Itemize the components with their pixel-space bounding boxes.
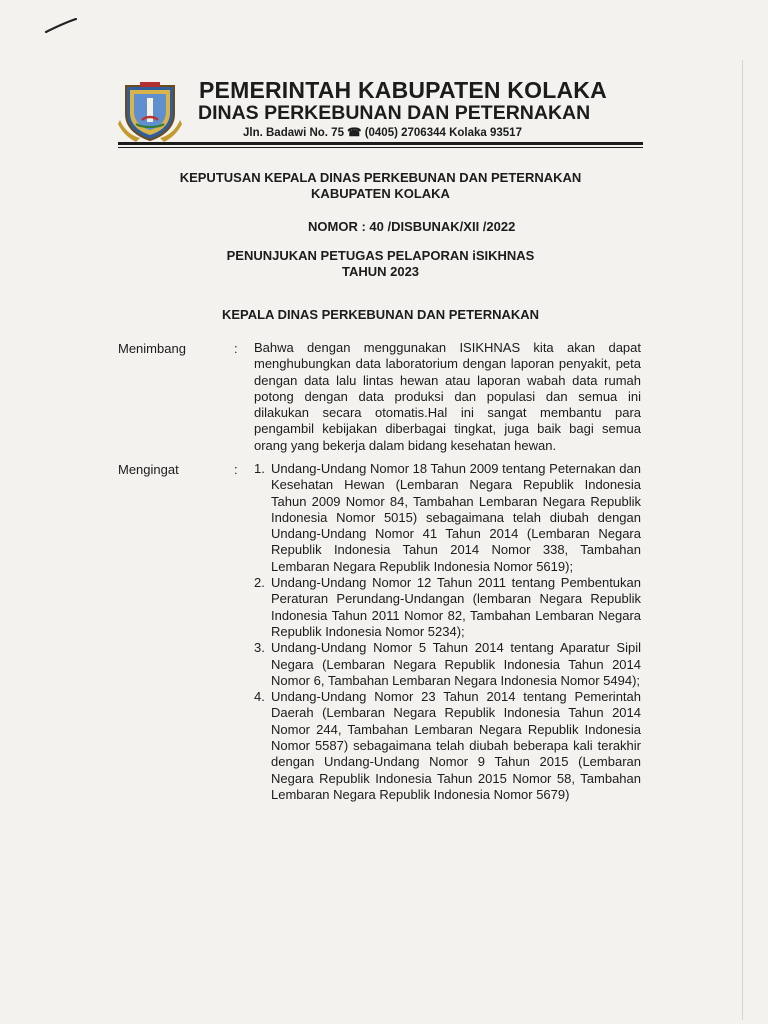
list-item-text: Undang-Undang Nomor 5 Tahun 2014 tentang Aparatur Sipil Negara (Lembaran Negara Republik Indonesia Tahun 2014 Nomor 6, Tambahan Lembaran Negara Indonesia Nomor 5494);	[271, 640, 641, 688]
mengingat-label: Mengingat	[118, 462, 179, 477]
decree-subject-line2: TAHUN 2023	[341, 264, 420, 279]
list-item-text: Undang-Undang Nomor 18 Tahun 2009 tentang Peternakan dan Kesehatan Hewan (Lembaran Negara Republik Indonesia Tahun 2009 Nomor 84, Tambahan Lembaran Negara Republik Indonesia Nomor 5015) sebagaimana telah diubah dengan Undang-Undang Nomor 41 Tahun 2014 (Lembaran Negara Republik Indonesia Tahun 2014 Nomor 338, Tambahan Lembaran Negara Republik Indonesia Nomor 5619);	[271, 461, 641, 574]
decree-title-line1: KEPUTUSAN KEPALA DINAS PERKEBUNAN DAN PETERNAKAN	[179, 170, 582, 185]
letterhead-address: Jln. Badawi No. 75 ☎ (0405) 2706344 Kolaka 93517	[243, 127, 522, 139]
list-item	[254, 461, 641, 575]
decree-official-heading: KEPALA DINAS PERKEBUNAN DAN PETERNAKAN	[221, 307, 540, 322]
letterhead-divider-thick	[118, 142, 643, 145]
regency-emblem-icon	[118, 80, 182, 142]
decree-title-line2: KABUPATEN KOLAKA	[311, 186, 450, 201]
pen-stroke-mark	[44, 18, 78, 34]
list-item-number: 1.	[254, 461, 265, 476]
list-item-number: 4.	[254, 689, 265, 705]
letterhead-agency-name: DINAS PERKEBUNAN DAN PETERNAKAN	[198, 102, 591, 124]
mengingat-list	[254, 461, 641, 803]
list-item-number: 2.	[254, 575, 265, 591]
list-item-text: Undang-Undang Nomor 12 Tahun 2011 tentang Pembentukan Peraturan Perundang-Undangan (lembaran Negara Republik Indonesia Tahun 2011 Nomor 82, Tambahan Lembaran Negara Republik Indonesia Nomor 5234);	[271, 575, 641, 639]
letterhead-government-name: PEMERINTAH KABUPATEN KOLAKA	[199, 77, 607, 103]
letterhead-divider-thin	[118, 147, 643, 148]
menimbang-label: Menimbang	[118, 341, 186, 356]
list-item-number: 3.	[254, 640, 265, 656]
mengingat-colon: :	[234, 462, 238, 477]
list-item	[254, 689, 641, 803]
menimbang-colon: :	[234, 341, 238, 356]
list-item	[254, 575, 641, 640]
page-edge-shadow	[742, 60, 743, 1020]
list-item-text: Undang-Undang Nomor 23 Tahun 2014 tentang Pemerintah Daerah (Lembaran Negara Republik Indonesia Tahun 2014 Nomor 244, Tambahan Lembaran Negara Republik Indonesia Nomor 5587) sebagaimana telah diubah beberapa kali terakhir dengan Undang-Undang Nomor 9 Tahun 2015 (Lembaran Negara Republik Indonesia Tahun 2015 Nomor 58, Tambahan Lembaran Negara Republik Indonesia Nomor 5679)	[271, 689, 641, 802]
decree-number: NOMOR : 40 /DISBUNAK/XII /2022	[308, 219, 516, 234]
list-item	[254, 640, 641, 689]
menimbang-text: Bahwa dengan menggunakan ISIKHNAS kita akan dapat menghubungkan data laboratorium dengan laporan penyakit, peta dengan data lalu lintas hewan atau laporan wabah data rumah potong dengan data produksi dan populasi dan semua ini dilakukan secara otomatis.Hal ini sangat membantu para pengambil kebijakan diberbagai tingkat, juga baik bagi semua orang yang bekerja dalam bidang kesehatan hewan.	[254, 340, 641, 453]
decree-subject-line1: PENUNJUKAN PETUGAS PELAPORAN iSIKHNAS	[226, 248, 535, 263]
